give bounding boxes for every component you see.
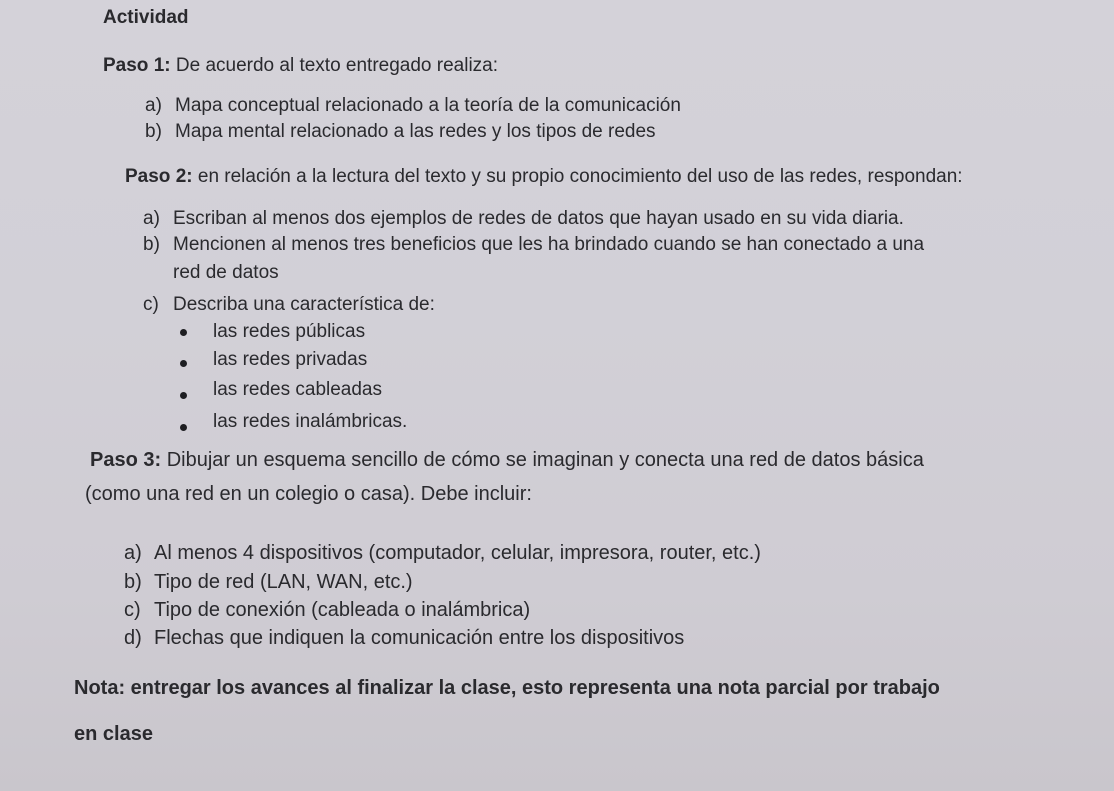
step1-item-a	[145, 94, 681, 118]
activity-title: Actividad	[103, 7, 189, 28]
step2-label: Paso 2:	[125, 166, 193, 187]
step3-instruction	[90, 448, 924, 472]
list-item-text: Al menos 4 dispositivos (computador, celular, impresora, router, etc.)	[154, 542, 761, 564]
step3-label: Paso 3:	[90, 449, 162, 471]
list-marker: b)	[124, 571, 142, 593]
step3-instruction-continuation: (como una red en un colegio o casa). Debe incluir:	[85, 483, 532, 505]
list-item-text: Mencionen al menos tres beneficios que les ha brindado cuando se han conectado a una	[173, 234, 925, 255]
list-marker: b)	[143, 234, 160, 255]
list-item-text: Tipo de red (LAN, WAN, etc.)	[154, 571, 413, 593]
step1-label: Paso 1:	[103, 55, 171, 76]
step2-item-a	[143, 207, 904, 231]
list-item-text: Escriban al menos dos ejemplos de redes de datos que hayan usado en su vida diaria.	[173, 208, 904, 229]
list-item-text: Mapa conceptual relacionado a la teoría de la comunicación	[175, 95, 681, 116]
note-line-1: Nota: entregar los avances al finalizar la clase, esto representa una nota parcial por trabajo	[74, 677, 940, 699]
step3-item-a	[124, 541, 761, 565]
step2-instruction	[125, 165, 963, 189]
list-item-text: Flechas que indiquen la comunicación entre los dispositivos	[154, 627, 685, 649]
step3-text: Dibujar un esquema sencillo de cómo se imaginan y conecta una red de datos básica	[166, 449, 924, 471]
step1-instruction	[103, 54, 498, 78]
list-marker: d)	[124, 627, 142, 649]
list-marker: a)	[145, 95, 162, 116]
step2-item-b	[143, 233, 924, 257]
bullet-dot-icon	[180, 424, 187, 431]
step3-item-c	[124, 598, 530, 622]
step2-text: en relación a la lectura del texto y su propio conocimiento del uso de las redes, respondan:	[197, 166, 963, 187]
list-marker: b)	[145, 121, 162, 142]
step2-item-b-continuation: red de datos	[173, 262, 279, 283]
step2-item-c	[143, 293, 435, 317]
step3-item-d	[124, 626, 684, 650]
bullet-item: las redes públicas	[213, 321, 366, 342]
list-item-text: Mapa mental relacionado a las redes y los tipos de redes	[175, 121, 656, 142]
step1-item-b	[145, 120, 656, 144]
bullet-dot-icon	[180, 329, 187, 336]
bullet-item: las redes cableadas	[213, 379, 382, 400]
list-item-text: Describa una característica de:	[173, 294, 435, 315]
bullet-item: las redes privadas	[213, 349, 368, 370]
list-marker: c)	[143, 294, 159, 315]
bullet-dot-icon	[180, 360, 187, 367]
bullet-item: las redes inalámbricas.	[213, 411, 408, 432]
list-marker: c)	[124, 599, 141, 621]
note-line-2: en clase	[74, 723, 153, 745]
list-marker: a)	[124, 542, 142, 564]
list-marker: a)	[143, 208, 160, 229]
step3-item-b	[124, 570, 413, 594]
bullet-dot-icon	[180, 392, 187, 399]
step1-text: De acuerdo al texto entregado realiza:	[175, 55, 499, 76]
list-item-text: Tipo de conexión (cableada o inalámbrica)	[154, 599, 531, 621]
